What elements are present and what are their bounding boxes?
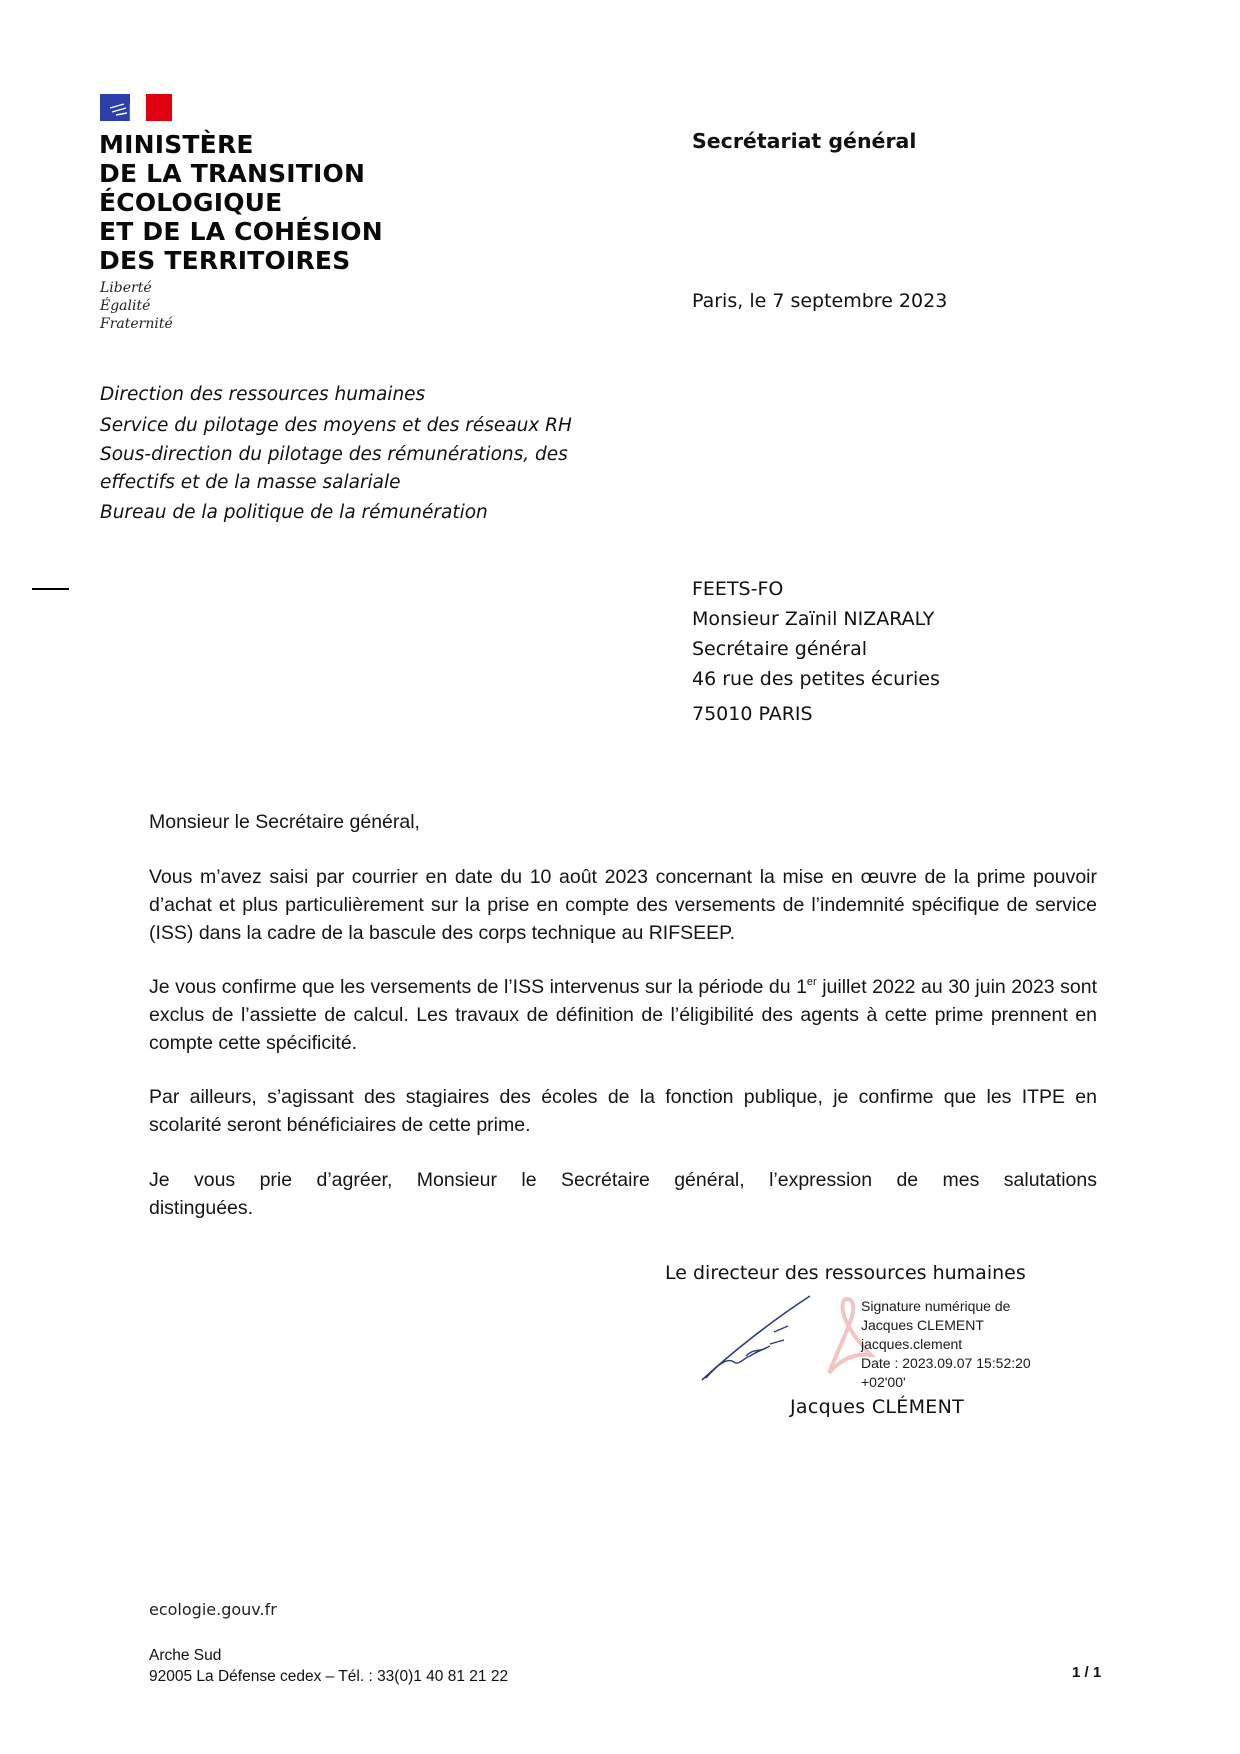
digital-signature-line: jacques.clement [861,1336,963,1352]
department-line: Direction des ressources humaines [100,384,426,405]
recipient-title: Secrétaire général [692,638,867,660]
ministry-line: DE LA TRANSITION [99,159,366,188]
digital-signature-line: Signature numérique de [861,1298,1011,1314]
digital-signature-line: Date : 2023.09.07 15:52:20 [861,1355,1031,1371]
department-line: Bureau de la politique de la rémunération [100,502,488,523]
digital-signature-line: Jacques CLEMENT [861,1317,984,1333]
department-line: Service du pilotage des moyens et des réseaux RH [100,415,572,436]
paragraph-2 [149,973,1097,1057]
closing-line: Je vous prie d’agréer, Monsieur le Secrétaire général, l’expression de mes salutations [149,1169,1097,1191]
department-block [100,379,572,528]
ministry-line: ÉCOLOGIQUE [99,188,283,217]
ministry-line: ET DE LA COHÉSION [99,217,383,246]
marianne-flag-icon [100,94,172,121]
recipient-city: 75010 PARIS [692,703,813,725]
motto-line: Liberté [100,280,152,296]
department-line: effectifs et de la masse salariale [100,472,401,493]
motto-line: Fraternité [100,316,173,332]
digital-signature-info [861,1297,1031,1392]
recipient-organization: FEETS-FO [692,578,784,600]
footer-address [149,1645,508,1687]
handwritten-signature-icon [700,1292,820,1388]
paragraph-3: Par ailleurs, s’agissant des stagiaires des écoles de la fonction publique, je confirme que les ITPE en scolarité seront bénéficiaires de cette prime. [149,1086,1097,1136]
paragraph-2-text: Je vous confirme que les versements de l’ISS intervenus sur la période du 1 [149,976,807,998]
ministry-line: DES TERRITOIRES [99,246,351,275]
department-line: Sous-direction du pilotage des rémunérations, des [100,444,568,465]
recipient-name: Monsieur Zaïnil NIZARALY [692,608,935,630]
republic-motto [100,279,173,333]
ministry-line: MINISTÈRE [99,130,254,159]
website-link[interactable]: ecologie.gouv.fr [149,1600,277,1619]
issuer-heading: Secrétariat général [692,129,917,153]
signer-name: Jacques CLÉMENT [790,1396,964,1418]
salutation: Monsieur le Secrétaire général, [149,811,420,833]
paragraph-2-text: juillet 2022 au 30 juin 2023 sont exclus de l’assiette de calcul. Les travaux de définition de l’éligibilité des agents à cette prime prennent en compte cette spécificité. [149,976,1097,1054]
recipient-address [692,574,940,729]
recipient-street: 46 rue des petites écuries [692,668,940,690]
motto-line: Égalité [100,298,151,314]
signer-title: Le directeur des ressources humaines [665,1262,1026,1284]
place-date: Paris, le 7 septembre 2023 [692,290,948,312]
ministry-name [99,130,383,275]
ordinal-superscript: er [806,976,817,988]
footer-address-line: Arche Sud [149,1647,222,1664]
digital-signature-line: +02'00' [861,1374,906,1390]
closing-line: distinguées. [149,1197,254,1219]
paragraph-1: Vous m’avez saisi par courrier en date du 10 août 2023 concernant la mise en œuvre de la prime pouvoir d’achat et plus particulièrement sur la prise en compte des versements de l’indemnité spécifique de service (ISS) dans la cadre de la bascule des corps technique au RIFSEEP. [149,866,1097,944]
footer-address-line: 92005 La Défense cedex – Tél. : 33(0)1 40 81 21 22 [149,1668,509,1685]
fold-mark [32,588,69,590]
closing-paragraph [149,1166,1097,1222]
page-number: 1 / 1 [1072,1664,1102,1681]
